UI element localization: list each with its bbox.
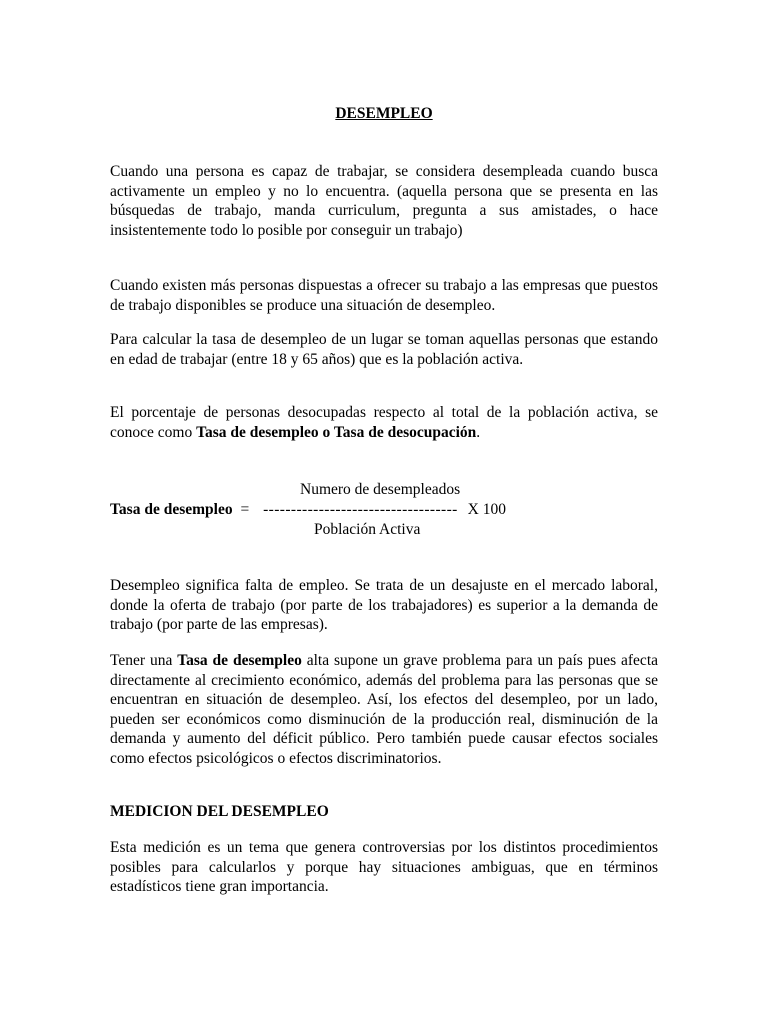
paragraph-meaning: Desempleo significa falta de empleo. Se trata de un desajuste en el mercado laboral, donde la oferta de trabajo (por parte de los trabajadores) es superior a la demanda de trabajo (por parte de las empresas). [110,577,658,633]
paragraph-effects-start: Tener una [110,652,178,669]
paragraph-percentage-text: El porcentaje de personas desocupadas respecto al total de la población activa, se conoce como [110,404,658,441]
section-heading-measurement: MEDICION DEL DESEMPLEO [110,803,329,820]
paragraph-measurement: Esta medición es un tema que genera controversias por los distintos procedimientos posibles para calcularlos y porque hay situaciones ambiguas, que en términos estadísticos tiene gran importancia. [110,839,658,895]
formula-numerator: Numero de desempleados [300,481,461,498]
formula-equals: = [240,501,250,518]
paragraph-calculation: Para calcular la tasa de desempleo de un lugar se toman aquellas personas que estando en edad de trabajar (entre 18 y 65 años) que es la población activa. [110,331,658,368]
paragraph-effects-rest: alta supone un grave problema para un país pues afecta directamente al crecimiento económico, además del problema para las personas que se encuentran en situación de desempleo. Así, los efectos del desempleo, por un lado, pueden ser económicos como disminución de la producción real, disminución de la demanda y aumento del déficit público. Pero también puede causar efectos sociales como efectos psicológicos o efectos discriminatorios. [110,652,658,767]
formula-label: Tasa de desempleo [110,501,233,518]
paragraph-causes: Cuando existen más personas dispuestas a ofrecer su trabajo a las empresas que puestos de trabajo disponibles se produce una situación de desempleo. [110,277,658,314]
paragraph-effects-bold: Tasa de desempleo [177,652,302,669]
paragraph-percentage [110,403,658,442]
formula-denominator: Población Activa [314,521,421,538]
paragraph-definition: Cuando una persona es capaz de trabajar, se considera desempleada cuando busca activamente un empleo y no lo encuentra. (aquella persona que se presenta en las búsquedas de trabajo, manda curriculum, pregunta a sus amistades, o hace insistentemente todo lo posible por conseguir un trabajo) [110,163,658,239]
paragraph-percentage-bold: Tasa de desempleo o Tasa de desocupación [196,423,477,441]
paragraph-percentage-end: . [476,423,481,441]
formula-main-line [110,500,506,520]
paragraph-effects [110,651,658,768]
formula-multiplier: X 100 [467,501,506,518]
page-title: DESEMPLEO [335,105,433,122]
formula-dashes: ----------------------------------- [263,501,458,518]
